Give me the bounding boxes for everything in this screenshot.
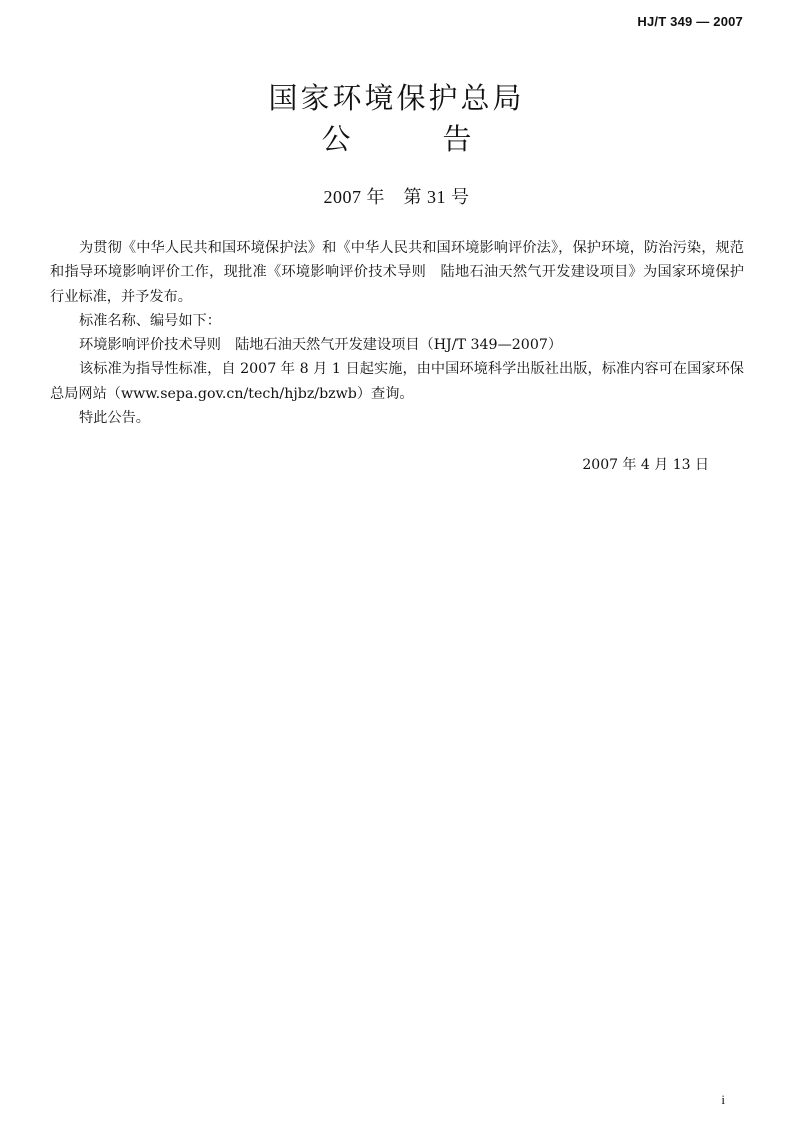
page-number: i [721,1092,725,1107]
body-paragraph: 环境影响评价技术导则 陆地石油天然气开发建设项目（HJ/T 349—2007） [79,337,563,354]
document-type-char-1: 公 [321,122,351,156]
issuer-title: 国家环境保护总局 [268,81,525,115]
document-type-char-2: 告 [442,122,472,156]
announcement-date: 2007 年 4 月 13 日 [582,457,709,473]
body-paragraph: 该标准为指导性标准，自 2007 年 8 月 1 日起实施，由中国环境科学出版社出版，标准内容可在国家环保总局网站（www.sepa.gov.cn/tech/hjbz/bzwb）查询。 [50,361,744,402]
document-type-heading [0,117,793,158]
body-paragraph: 特此公告。 [79,410,150,427]
body-paragraph: 标准名称、编号如下： [79,312,221,329]
announcement-body [50,236,744,430]
body-paragraph: 为贯彻《中华人民共和国环境保护法》和《中华人民共和国环境影响评价法》，保护环境，防治污染，规范和指导环境影响评价工作，现批准《环境影响评价技术导则 陆地石油天然气开发建设项目》为国家环境保护行业标准，并予发布。 [50,240,744,305]
standard-code: HJ/T 349 — 2007 [637,14,743,29]
announcement-number: 2007 年 第 31 号 [323,187,470,207]
